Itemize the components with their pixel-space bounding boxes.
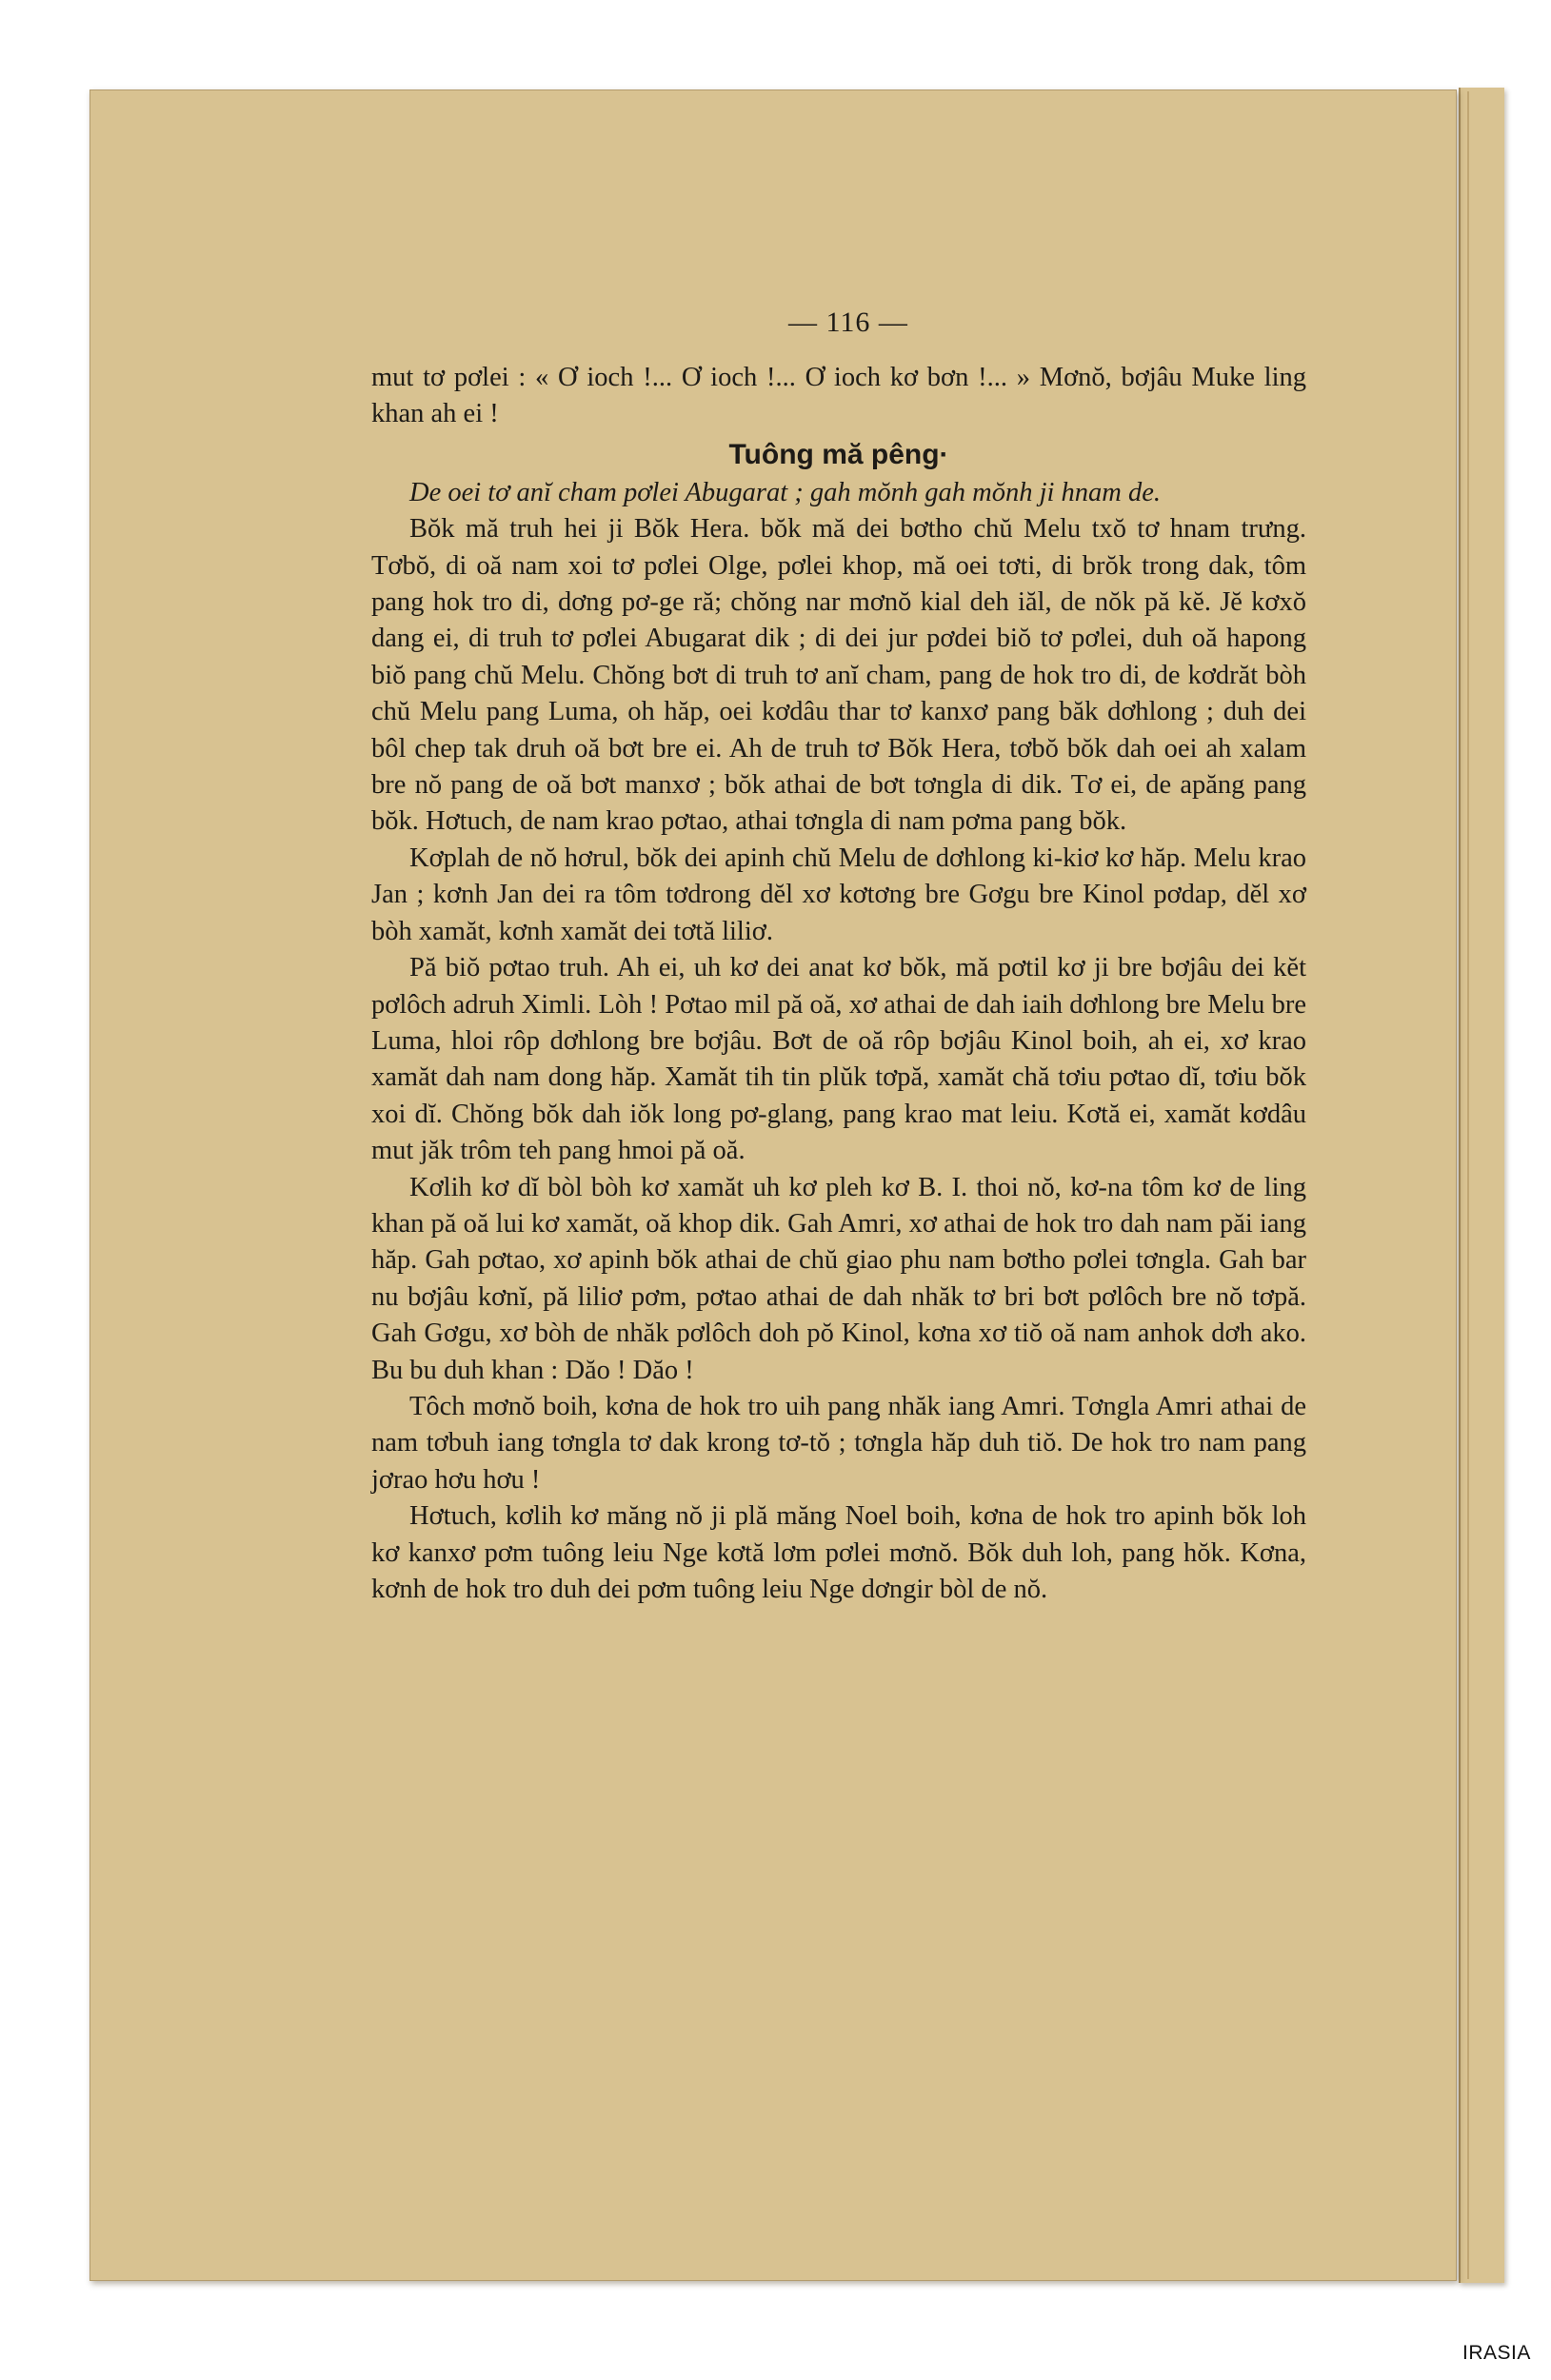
page-number: — 116 — — [788, 307, 908, 338]
page-text-block — [371, 307, 1306, 1608]
section-intro: De oei tơ anĭ cham pơlei Abugarat ; gah mŏnh gah mŏnh ji hnam de. — [409, 477, 1162, 507]
watermark-label: IRASIA — [1462, 2342, 1531, 2364]
next-page-edge — [1459, 88, 1504, 2283]
paragraph: Hơtuch, kơlih kơ măng nŏ ji plă măng Noel boih, kơna de hok tro apinh bŏk loh kơ kanxơ pơm tuông leiu Nge kơtă lơm pơlei mơnŏ. Bŏk duh loh, pang hŏk. Kơna, kơnh de hok tro duh dei pơm tuông leiu Nge dơngir bòl de nŏ. — [371, 1501, 1306, 1604]
paragraph-continuation: mut tơ pơlei : « Ơ ioch !... Ơ ioch !... Ơ ioch kơ bơn !... » Mơnŏ, bơjâu Muke ling khan ah ei ! — [371, 363, 1306, 429]
paragraph: Tôch mơnŏ boih, kơna de hok tro uih pang nhăk iang Amri. Tơngla Amri athai de nam tơbuh iang tơngla tơ dak krong tơ-tŏ ; tơngla hăp duh tiŏ. De hok tro nam pang jơrao hơu hơu ! — [371, 1391, 1306, 1495]
paragraph: Kơlih kơ dĭ bòl bòh kơ xamăt uh kơ pleh kơ B. I. thoi nŏ, kơ-na tôm kơ de ling khan pă oă lui kơ xamăt, oă khop dik. Gah Amri, xơ athai de hok tro dah nam păi iang hăp. Gah pơtao, xơ apinh bŏk athai de chŭ giao phu nam bơtho pơlei tơngla. Gah bar nu bơjâu kơnĭ, pă liliơ pơm, pơtao athai de dah nhăk tơ bri bơt pơlôch bre nŏ tơpă. Gah Gơgu, xơ bòh de nhăk pơlôch doh pŏ Kinol, kơna xơ tiŏ oă nam anhok dơh ako. Bu bu duh khan : Dăo ! Dăo ! — [371, 1172, 1306, 1385]
paragraph: Bŏk mă truh hei ji Bŏk Hera. bŏk mă dei bơtho chŭ Melu txŏ tơ hnam trưng. Tơbŏ, di oă nam xoi tơ pơlei Olge, pơlei khop, mă oei tơti, di brŏk trong dak, tôm pang hok tro di, dơng pơ-ge ră; chŏng nar mơnŏ kial deh iăl, de nŏk pă kĕ. Jĕ kơxŏ dang ei, di truh tơ pơlei Abugarat dik ; di dei jur pơdei biŏ tơ pơlei, duh oă hapong biŏ pang chŭ Melu. Chŏng bơt di truh tơ anĭ cham, pang de hok tro di, de kơdrăt bòh chŭ Melu pang Luma, oh hăp, oei kơdâu thar tơ kanxơ pang băk dơhlong ; duh dei bôl chep tak druh oă bơt bre ei. Ah de truh tơ Bŏk Hera, tơbŏ bŏk dah oei ah xalam bre nŏ pang de oă bơt manxơ ; bŏk athai de bơt tơngla di dik. Tơ ei, de apăng pang bŏk. Hơtuch, de nam krao pơtao, athai tơngla di nam pơma pang bŏk. — [371, 514, 1306, 837]
paragraph: Kơplah de nŏ hơrul, bŏk dei apinh chŭ Melu de dơhlong ki-kiơ kơ hăp. Melu krao Jan ; kơnh Jan dei ra tôm tơdrong dĕl xơ kơtơng bre Gơgu bre Kinol pơdap, dĕl xơ bòh xamăt, kơnh xamăt dei tơtă liliơ. — [371, 843, 1306, 946]
next-page-edge-line — [1467, 91, 1469, 2279]
paragraph: Pă biŏ pơtao truh. Ah ei, uh kơ dei anat kơ bŏk, mă pơtil kơ ji bre bơjâu dei kĕt pơlôch adruh Ximli. Lòh ! Pơtao mil pă oă, xơ athai de dah iaih dơhlong bre Melu bre Luma, hloi rôp dơhlong bre bơjâu. Bơt de oă rôp bơjâu Kinol boih, ah ei, xơ krao xamăt dah nam dong hăp. Xamăt tih tin plŭk tơpă, xamăt chă tơiu pơtao dĭ, tơiu bŏk xoi dĭ. Chŏng bŏk dah iŏk long pơ-glang, pang krao mat leiu. Kơtă ei, xamăt kơdâu mut jăk trôm teh pang hmoi pă oă. — [371, 953, 1306, 1166]
section-title: Tuông mă pêng· — [728, 438, 949, 470]
